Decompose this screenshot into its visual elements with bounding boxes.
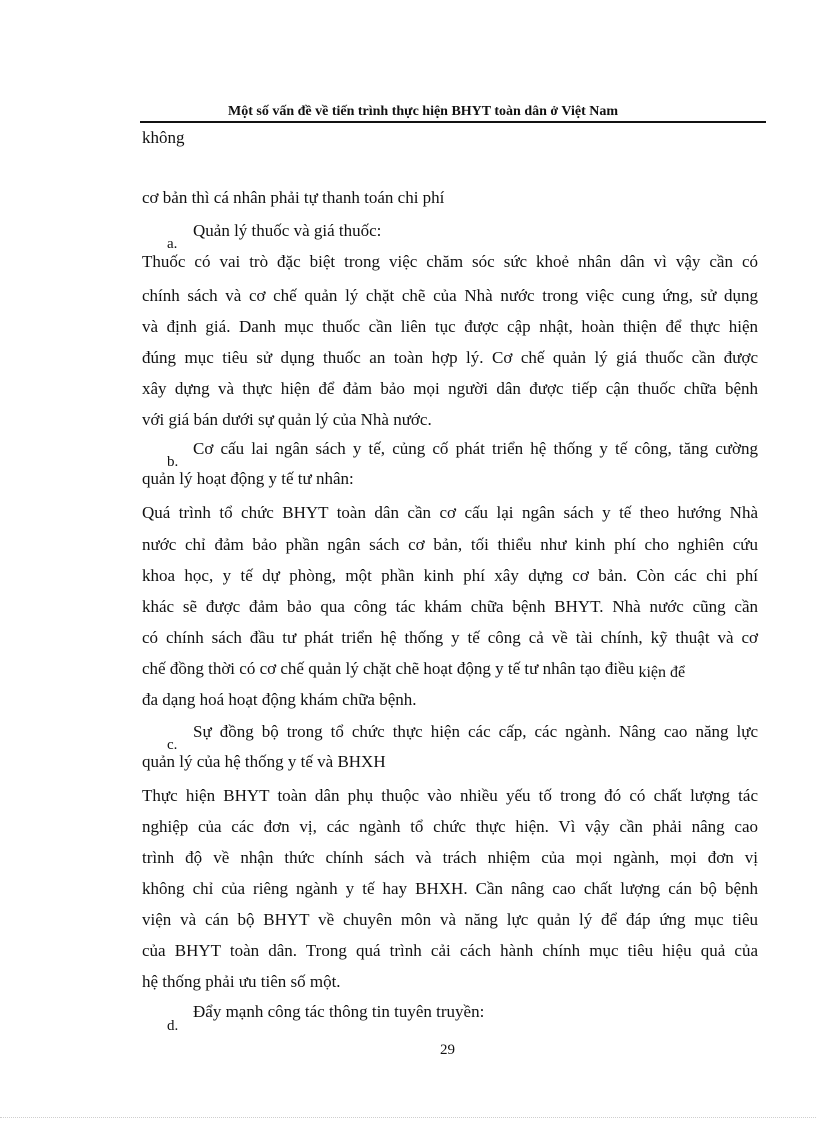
page-number: 29 — [440, 1042, 455, 1058]
text-line: xây dựng và thực hiện để đảm bảo mọi người dân được tiếp cận thuốc chữa bệnh — [142, 379, 758, 398]
page-edge-divider — [0, 1117, 816, 1118]
section-b-marker: b. — [167, 454, 179, 470]
text-line: nước chỉ đảm bảo phần ngân sách cơ bản, tối thiểu như kinh phí cho nghiên cứu — [142, 535, 758, 554]
text-line: đúng mục tiêu sử dụng thuốc an toàn hợp lý. Cơ chế quản lý giá thuốc cần được — [142, 348, 758, 367]
header-rule — [140, 121, 766, 123]
text-line: nghiệp của các đơn vị, các ngành tổ chức thực hiện. Vì vậy cần phải nâng cao — [142, 817, 758, 836]
text-line: của BHYT toàn dân. Trong quá trình cải cách hành chính mục tiêu hiệu quả của — [142, 941, 758, 960]
section-c-heading: Sự đồng bộ trong tổ chức thực hiện các cấp, các ngành. Nâng cao năng lực — [193, 722, 758, 741]
text-line — [142, 659, 685, 680]
text-line: Quá trình tổ chức BHYT toàn dân cần cơ cấu lại ngân sách y tế theo hướng Nhà — [142, 503, 758, 522]
text-line: khác sẽ được đảm bảo qua công tác khám chữa bệnh BHYT. Nhà nước cũng cần — [142, 597, 758, 616]
section-b-heading: Cơ cấu lai ngân sách y tế, củng cố phát triển hệ thống y tế công, tăng cường — [193, 439, 758, 458]
text-line: không chỉ của riêng ngành y tế hay BHXH. Cần nâng cao chất lượng cán bộ bệnh — [142, 879, 758, 898]
text-line: quản lý của hệ thống y tế và BHXH — [142, 752, 386, 771]
running-header: Một số vấn đề về tiến trình thực hiện BHYT toàn dân ở Việt Nam — [228, 104, 619, 119]
text-line: đa dạng hoá hoạt động khám chữa bệnh. — [142, 690, 417, 709]
text-line: cơ bản thì cá nhân phải tự thanh toán chi phí — [142, 188, 445, 207]
text-line: hệ thống phải ưu tiên số một. — [142, 972, 341, 991]
text-line: viện và cán bộ BHYT về chuyên môn và năng lực quản lý để đáp ứng mục tiêu — [142, 910, 758, 929]
text-line: Thuốc có vai trò đặc biệt trong việc chăm sóc sức khoẻ nhân dân vì vậy cần có — [142, 252, 758, 271]
text-line: trình độ về nhận thức chính sách và trách nhiệm của mọi ngành, mọi đơn vị — [142, 848, 758, 867]
section-d-marker: d. — [167, 1018, 179, 1034]
text-line: có chính sách đầu tư phát triển hệ thống y tế công cả về tài chính, kỹ thuật và cơ — [142, 628, 758, 647]
text-line: chính sách và cơ chế quản lý chặt chẽ của Nhà nước trong việc cung ứng, sử dụng — [142, 286, 758, 305]
text-line: với giá bán dưới sự quản lý của Nhà nước. — [142, 410, 432, 429]
section-a-heading: Quản lý thuốc và giá thuốc: — [193, 221, 382, 240]
text-line: quản lý hoạt động y tế tư nhân: — [142, 469, 354, 488]
text-fragment: kiện để — [638, 664, 686, 681]
text-fragment: chế đồng thời có cơ chế quản lý chặt chẽ hoạt động y tế tư nhân tạo điều — [142, 659, 635, 678]
section-d-heading: Đẩy mạnh công tác thông tin tuyên truyền: — [193, 1002, 485, 1021]
text-line: không — [142, 128, 185, 147]
text-line: Thực hiện BHYT toàn dân phụ thuộc vào nhiều yếu tố trong đó có chất lượng tác — [142, 786, 758, 805]
section-c-marker: c. — [167, 737, 178, 753]
section-a-marker: a. — [167, 236, 178, 252]
text-line: khoa học, y tế dự phòng, một phần kinh phí xây dựng cơ bản. Còn các chi phí — [142, 566, 758, 585]
text-line: và định giá. Danh mục thuốc cần liên tục được cập nhật, hoàn thiện để thực hiện — [142, 317, 758, 336]
